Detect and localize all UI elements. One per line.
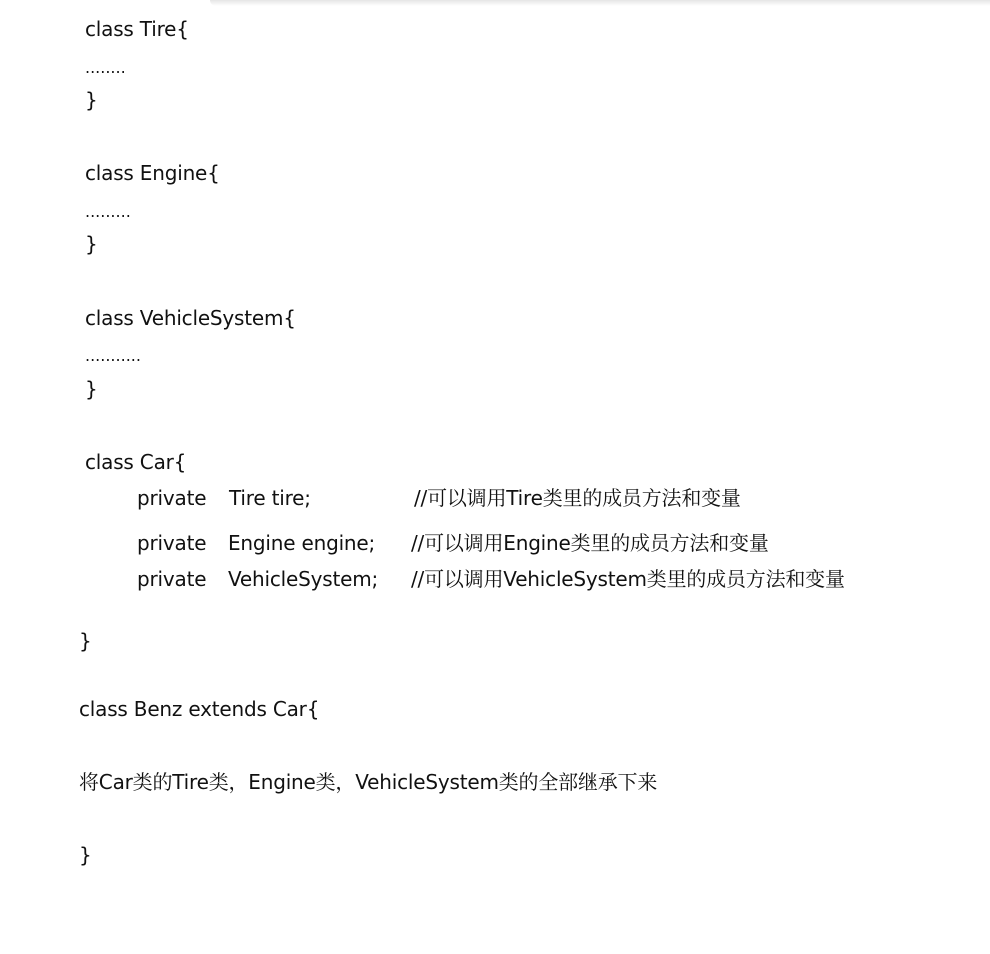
benz-class-close-brace: }	[79, 843, 92, 867]
vehicle-class-close-brace: }	[85, 377, 98, 401]
car-member-1-field: Tire tire;	[229, 486, 311, 510]
vehicle-class-body-ellipsis: ...........	[85, 346, 141, 365]
tire-class-declaration: class Tire{	[85, 17, 189, 41]
car-member-2-comment: //可以调用Engine类里的成员方法和变量	[411, 531, 769, 555]
car-class-close-brace: }	[79, 629, 92, 653]
window-shadow	[210, 0, 990, 6]
engine-class-declaration: class Engine{	[85, 161, 220, 185]
benz-class-declaration: class Benz extends Car{	[79, 697, 320, 721]
car-member-1-comment: //可以调用Tire类里的成员方法和变量	[414, 486, 741, 510]
car-class-declaration: class Car{	[85, 450, 187, 474]
engine-class-body-ellipsis: .........	[85, 202, 131, 221]
tire-class-close-brace: }	[85, 88, 98, 112]
car-member-1-modifier: private	[137, 486, 207, 510]
car-member-3-field: VehicleSystem;	[228, 567, 379, 591]
vehicle-class-declaration: class VehicleSystem{	[85, 306, 296, 330]
benz-class-note: 将Car类的Tire类，Engine类，VehicleSystem类的全部继承下来	[79, 770, 658, 794]
car-member-3-comment: //可以调用VehicleSystem类里的成员方法和变量	[411, 567, 845, 591]
car-member-3-modifier: private	[137, 567, 207, 591]
car-member-2-modifier: private	[137, 531, 207, 555]
car-member-2-field: Engine engine;	[228, 531, 376, 555]
engine-class-close-brace: }	[85, 232, 98, 256]
tire-class-body-ellipsis: ........	[85, 58, 126, 77]
